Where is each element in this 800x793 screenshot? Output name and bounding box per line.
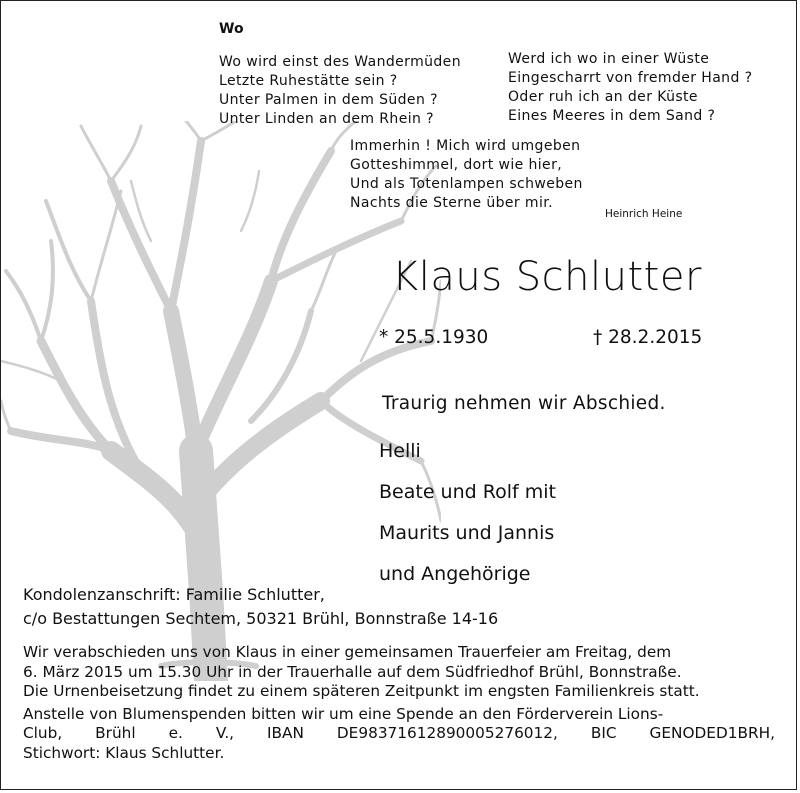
donation-line: Anstelle von Blumenspenden bitten wir um eine Spende an den Förderverein Lions- <box>23 704 664 723</box>
family-member: Maurits und Jannis <box>379 522 555 544</box>
poem-line: Immerhin ! Mich wird umgeben <box>350 138 581 154</box>
poem-line: Gotteshimmel, dort wie hier, <box>350 157 563 173</box>
mourning-line: Traurig nehmen wir Abschied. <box>382 393 666 414</box>
poem-line: Wo wird einst des Wandermüden <box>219 54 461 70</box>
poem-stanza-1 <box>219 53 461 129</box>
donation-word: V., <box>215 724 235 742</box>
poem-line: Nachts die Sterne über mir. <box>350 195 553 211</box>
condolence-line: Kondolenzanschrift: Familie Schlutter, <box>23 585 325 604</box>
poem-author: Heinrich Heine <box>605 208 683 220</box>
donation-bank-line <box>23 724 775 744</box>
donation-word: Brühl <box>95 724 136 742</box>
poem-line: Und als Totenlampen schweben <box>350 176 583 192</box>
poem-line: Letzte Ruhestätte sein ? <box>219 73 398 89</box>
condolence-line: c/o Bestattungen Sechtem, 50321 Brühl, Bonnstraße 14-16 <box>23 608 499 628</box>
poem-line: Unter Linden an dem Rhein ? <box>219 111 434 127</box>
funeral-line: Wir verabschieden uns von Klaus in einer gemeinsamen Trauerfeier am Freitag, dem <box>23 643 672 661</box>
condolence-address <box>23 583 498 630</box>
donation-word: e. <box>168 724 183 742</box>
donation-iban: DE98371612890005276012, <box>336 724 558 742</box>
poem-stanza-2 <box>508 50 752 126</box>
poem-title: Wo <box>219 21 244 37</box>
poem-line: Eines Meeres in dem Sand ? <box>508 108 716 124</box>
deceased-name: Klaus Schlutter <box>392 254 702 300</box>
funeral-line: 6. März 2015 um 15.30 Uhr in der Trauerhalle auf dem Südfriedhof Brühl, Bonnstraße. <box>23 662 682 681</box>
donation-word: Club, <box>23 724 63 742</box>
funeral-details <box>23 643 775 763</box>
birth-date: * 25.5.1930 <box>379 327 489 348</box>
donation-word: IBAN <box>267 724 304 742</box>
family-member: und Angehörige <box>379 563 531 585</box>
donation-word: BIC <box>590 724 617 742</box>
poem-line: Unter Palmen in dem Süden ? <box>219 92 438 108</box>
poem-line: Werd ich wo in einer Wüste <box>508 51 710 67</box>
poem-stanza-3 <box>350 137 583 213</box>
poem-line: Eingescharrt von fremder Hand ? <box>508 70 753 86</box>
family-member: Beate und Rolf mit <box>379 481 556 503</box>
death-date: † 28.2.2015 <box>593 327 703 348</box>
donation-line: Stichwort: Klaus Schlutter. <box>23 743 225 762</box>
poem-line: Oder ruh ich an der Küste <box>508 89 698 105</box>
family-list <box>379 431 556 595</box>
family-member: Helli <box>379 440 421 462</box>
funeral-line: Die Urnenbeisetzung findet zu einem späteren Zeitpunkt im engsten Familienkreis statt. <box>23 682 700 700</box>
donation-bic: GENODED1BRH, <box>649 724 775 742</box>
